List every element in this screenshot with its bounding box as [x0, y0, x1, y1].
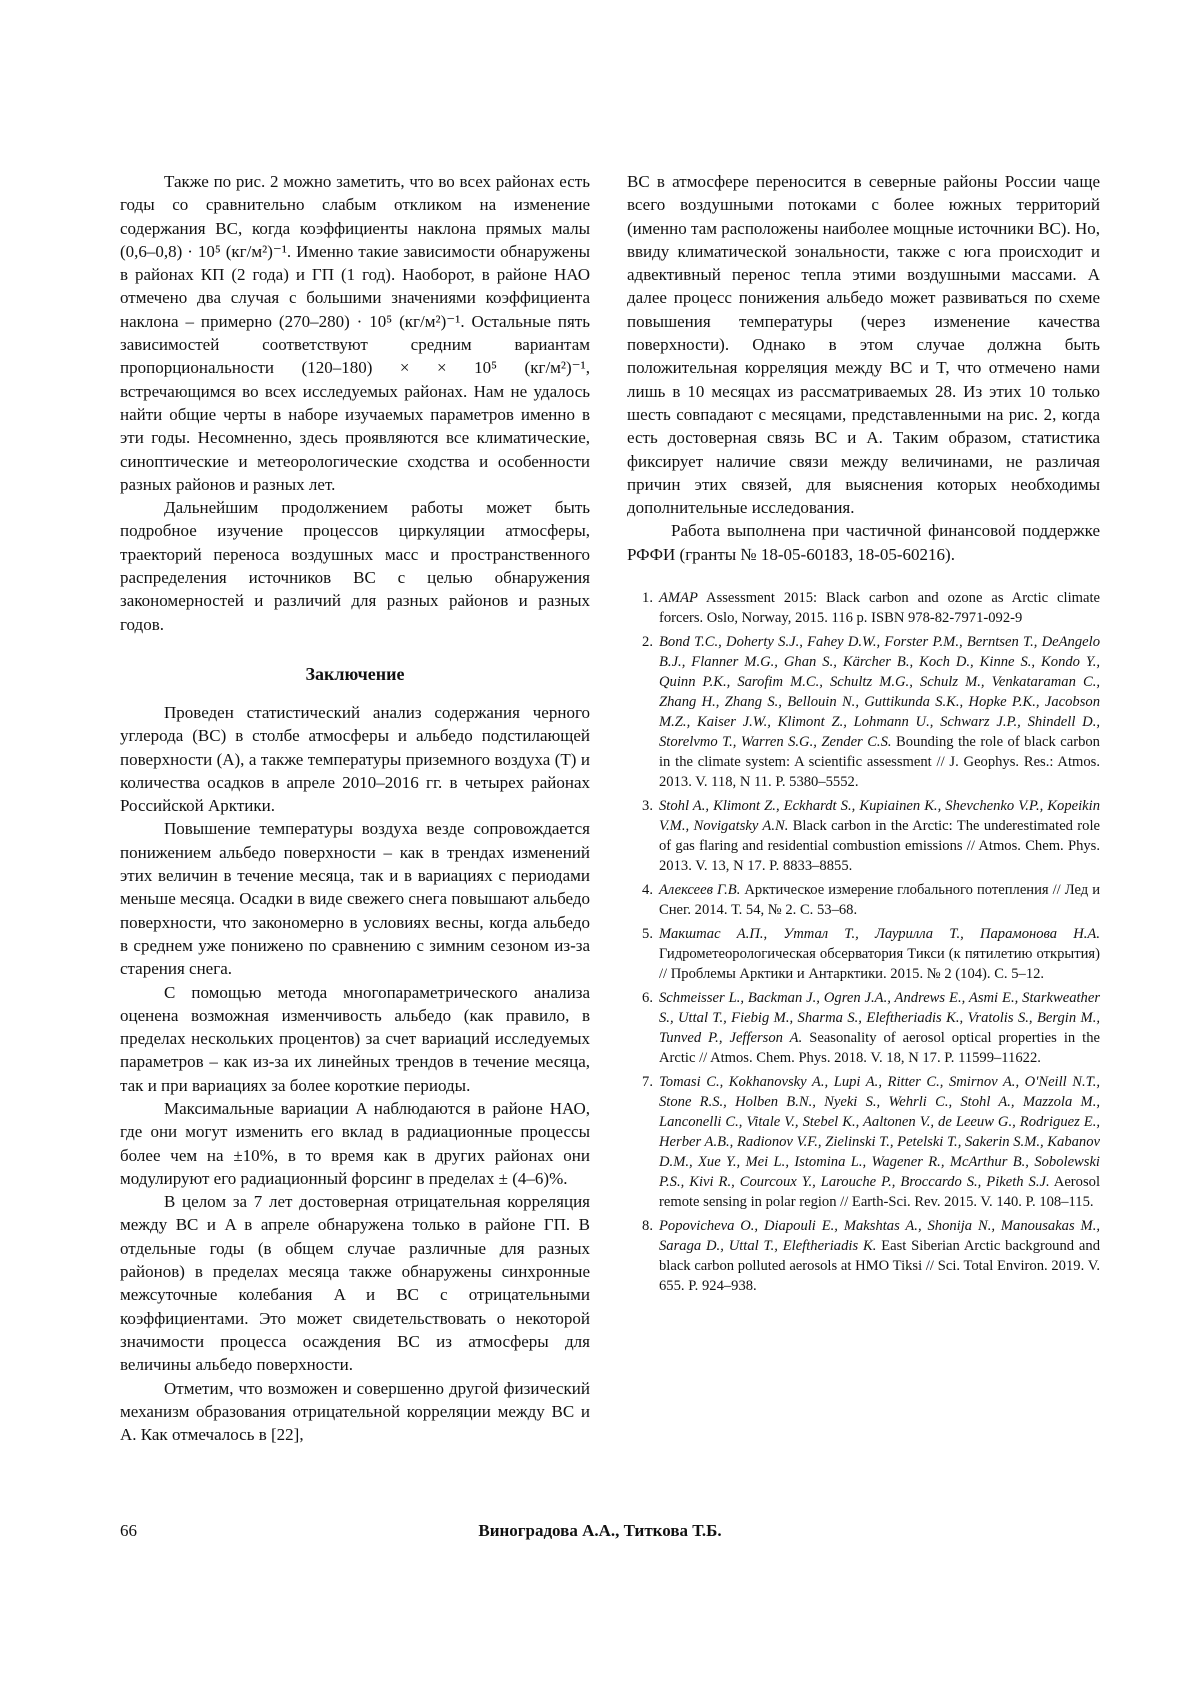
reference-details: Black carbon in the Arctic: The underestimated role of gas flaring and residential combustion emissions // Atmos. Chem. Phys. 2013. V. 13, N 17. P. 8833–8855. — [659, 818, 1100, 875]
section-heading: Заключение — [305, 663, 405, 684]
reference-number: 3. — [642, 798, 653, 815]
reference-item — [627, 588, 1100, 628]
reference-item — [627, 1216, 1100, 1296]
continuation-paragraph: ВС в атмосфере переносится в северные районы России чаще всего воздушными потоками с более южных территорий (именно там расположены наиболее мощные источники ВС). Но, ввиду климатической зональности, также с юга происходит и адвективный перенос тепла этими воздушными массами. А далее процесс понижения альбедо может развиваться по схеме повышения температуры (через изменение качества поверхности). Однако в этом случае должна быть положительная корреляция между ВС и T, что отмечено нами лишь в 10 месяцах из рассматриваемых 28. Из этих 10 только шесть совпадают с месяцами, представленными на рис. 2, когда есть достоверная связь ВС и A. Таким образом, статистика фиксирует наличие связи между величинами, не различая причин этих связей, для выяснения которых необходимы дополнительные исследования. — [627, 172, 1100, 518]
reference-details: Aerosol remote sensing in polar region // Earth-Sci. Rev. 2015. V. 140. P. 108–115. — [659, 1174, 1100, 1211]
conclusion-paragraph: Отметим, что возможен и совершенно другой физический механизм образования отрицательной корреляции между ВС и A. Как отмечалось в [22], — [120, 1378, 590, 1445]
reference-number: 2. — [642, 634, 653, 651]
reference-details: Seasonality of aerosol optical properties in the Arctic // Atmos. Chem. Phys. 2018. V. 18, N 17. P. 11599–11622. — [659, 1030, 1100, 1067]
right-column — [627, 170, 1100, 1300]
reference-item — [627, 988, 1100, 1068]
reference-authors: AMAP — [659, 590, 698, 607]
reference-item — [627, 1072, 1100, 1212]
reference-details: Арктическое измерение глобального потепления // Лед и Снег. 2014. Т. 54, № 2. С. 53–68. — [659, 882, 1101, 919]
running-footer-authors: Виноградова А.А., Титкова Т.Б. — [478, 1521, 722, 1540]
reference-item — [627, 880, 1100, 920]
reference-authors: Алексеев Г.В. — [659, 882, 741, 899]
reference-authors: Bond T.C., Doherty S.J., Fahey D.W., Forster P.M., Berntsen T., DeAngelo B.J., Flanner M.G., Ghan S., Kärcher B., Koch D., Kinne S., Kondo Y., Quinn P.K., Sarofim M.C., Schultz M.G., Schulz M., Venkataraman C., Zhang H., Zhang S., Bellouin N., Guttikunda S.K., Hopke P.K., Jacobson M.Z., Kaiser J.W., Klimont Z., Lohmann U., Schwarz J.P., Shindell D., Storelvmo T., Warren S.G., Zender C.S. — [659, 634, 1100, 751]
reference-item — [627, 796, 1100, 876]
reference-details: Bounding the role of black carbon in the climate system: A scientific assessment // J. Geophys. Res.: Atmos. 2013. V. 118, N 11. P. 5380–5552. — [659, 734, 1100, 791]
conclusion-paragraph: В целом за 7 лет достоверная отрицательная корреляция между ВС и A в апреле обнаружена только в районе ГП. В отдельные годы (в общем случае различные для разных районов) в пределах месяца также обнаружены синхронные межсуточные колебания A и ВС с отрицательными коэффициентами. Это может свидетельствовать о некоторой значимости процесса осаждения ВС из атмосферы для величины альбедо поверхности. — [120, 1192, 590, 1375]
reference-item — [627, 924, 1100, 984]
conclusion-paragraph: Повышение температуры воздуха везде сопровождается понижением альбедо поверхности – как в трендах изменений этих величин в течение месяца, так и в вариациях с периодами меньше месяца. Осадки в виде свежего снега повышают альбедо поверхности, что закономерно в условиях весны, когда альбедо в среднем уже понижено по сравнению с зимним сезоном из-за старения снега. — [120, 819, 590, 979]
page-number: 66 — [120, 1521, 137, 1540]
reference-number: 8. — [642, 1218, 653, 1235]
reference-number: 7. — [642, 1074, 653, 1091]
reference-item — [627, 632, 1100, 792]
left-column — [120, 170, 590, 1446]
reference-authors: Stohl A., Klimont Z., Eckhardt S., Kupiainen K., Shevchenko V.P., Kopeikin V.M., Novigatsky A.N. — [659, 798, 1100, 835]
reference-details: East Siberian Arctic background and black carbon polluted aerosols at HMO Tiksi // Sci. Total Environ. 2019. V. 655. P. 924–938. — [659, 1238, 1100, 1295]
body-paragraph: Также по рис. 2 можно заметить, что во всех районах есть годы со сравнительно слабым откликом на изменение содержания ВС, когда коэффициенты наклона прямых малы (0,6–0,8) · 10⁵ (кг/м²)⁻¹. Именно такие зависимости обнаружены в районах КП (2 года) и ГП (1 год). Наоборот, в районе НАО отмечено два случая с большими значениями коэффициента наклона – примерно (270–280) · 10⁵ (кг/м²)⁻¹. Остальные пять зависимостей соответствуют средним вариантам пропорциональности (120–180) × × 10⁵ (кг/м²)⁻¹, встречающимся во всех исследуемых районах. Нам не удалось найти общие черты в наборе изучаемых параметров именно в эти годы. Несомненно, здесь проявляются все климатические, синоптические и метеорологические сходства и особенности разных районов и разных лет. — [120, 172, 590, 494]
conclusion-paragraph: Проведен статистический анализ содержания черного углерода (ВС) в столбе атмосферы и альбедо подстилающей поверхности (A), а также температуры приземного воздуха (T) и количества осадков в апреле 2010–2016 гг. в четырех районах Российской Арктики. — [120, 702, 590, 816]
body-paragraph: Дальнейшим продолжением работы может быть подробное изучение процессов циркуляции атмосферы, траекторий переноса воздушных масс и пространственного распределения источников ВС с целью обнаружения закономерностей и различий для разных районов и разных годов. — [120, 498, 590, 634]
reference-list — [627, 588, 1100, 1296]
reference-details: Гидрометеорологическая обсерватория Тикси (к пятилетию открытия) // Проблемы Арктики и Антарктики. 2015. № 2 (104). С. 5–12. — [659, 946, 1100, 983]
reference-authors: Popovicheva O., Diapouli E., Makshtas A., Shonija N., Manousakas M., Saraga D., Uttal T., Eleftheriadis K. — [659, 1218, 1100, 1255]
reference-authors: Schmeisser L., Backman J., Ogren J.A., Andrews E., Asmi E., Starkweather S., Uttal T., Fiebig M., Sharma S., Eleftheriadis K., Vratolis S., Bergin M., Tunved P., Jefferson A. — [659, 990, 1100, 1047]
reference-details: Assessment 2015: Black carbon and ozone as Arctic climate forcers. Oslo, Norway, 2015. 116 p. ISBN 978-82-7971-092-9 — [659, 590, 1100, 627]
acknowledgement: Работа выполнена при частичной финансовой поддержке РФФИ (гранты № 18-05-60183, 18-05-60216). — [627, 521, 1100, 564]
reference-authors: Макштас А.П., Уттал Т., Лаурилла Т., Парамонова Н.А. — [659, 926, 1100, 943]
reference-number: 5. — [642, 926, 653, 943]
reference-number: 1. — [642, 590, 653, 607]
reference-number: 6. — [642, 990, 653, 1007]
conclusion-paragraph: С помощью метода многопараметрического анализа оценена возможная изменчивость альбедо (как правило, в пределах нескольких процентов) за счет вариаций исследуемых параметров – как из-за их линейных трендов в течение месяца, так и при вариациях за более короткие периоды. — [120, 982, 590, 1095]
reference-number: 4. — [642, 882, 653, 899]
conclusion-paragraph: Максимальные вариации A наблюдаются в районе НАО, где они могут изменить его вклад в радиационные процессы более чем на ±10%, в то время как в других районах они модулируют его радиационный форсинг в пределах ± (4–6)%. — [120, 1098, 590, 1188]
reference-authors: Tomasi C., Kokhanovsky A., Lupi A., Ritter C., Smirnov A., O'Neill N.T., Stone R.S., Holben B.N., Nyeki S., Wehrli C., Stohl A., Mazzola M., Lanconelli C., Vitale V., Stebel K., Aaltonen V., de Leeuw G., Rodriguez E., Herber A.B., Radionov V.F., Zielinski T., Petelski T., Sakerin S.M., Kabanov D.M., Xue Y., Mei L., Istomina L., Wagener R., McArthur B., Sobolewski P.S., Kivi R., Courcoux Y., Larouche P., Broccardo S., Piketh S.J. — [659, 1074, 1100, 1191]
